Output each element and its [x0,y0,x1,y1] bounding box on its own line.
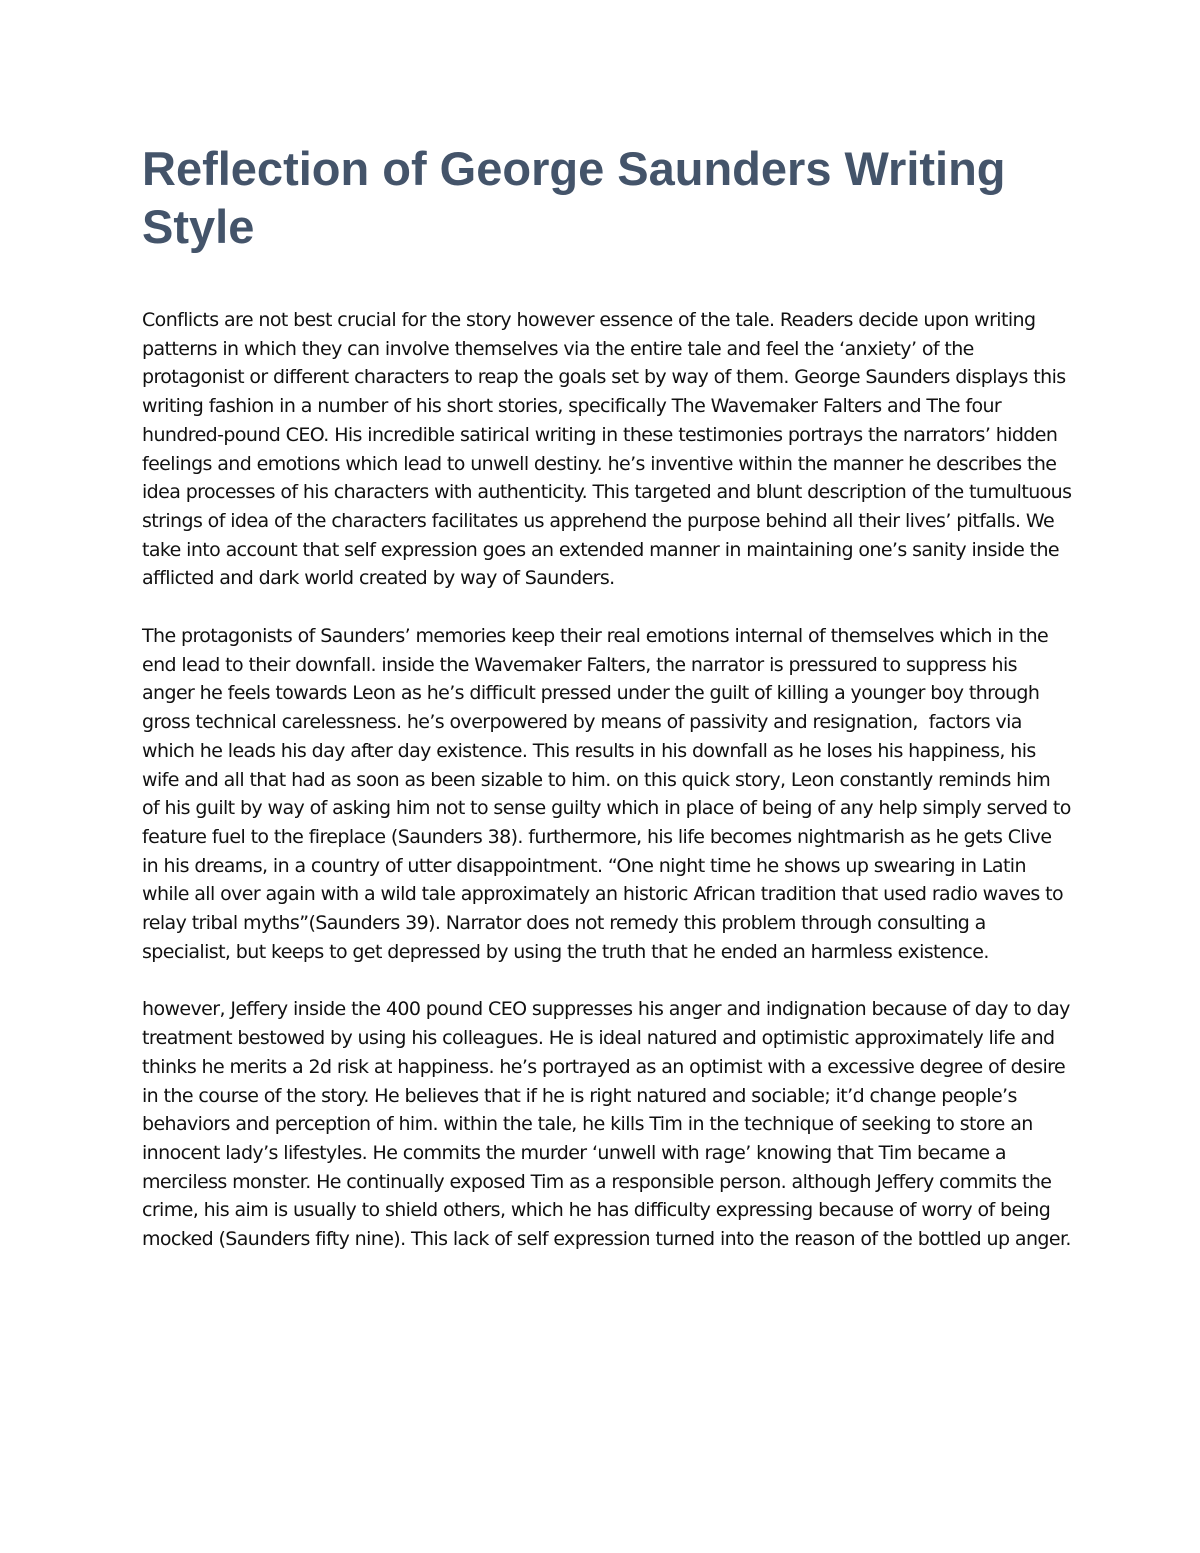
paragraph-2: The protagonists of Saunders’ memories keep their real emotions internal of themselves which in the end lead to their downfall. inside the Wavemaker Falters, the narrator is pressured to suppress his anger he feels towards Leon as he’s difficult pressed under the guilt of killing a younger boy through gross technical carelessness. he’s overpowered by means of passivity and resignation, factors via which he leads his day after day existence. This results in his downfall as he loses his happiness, his wife and all that had as soon as been sizable to him. on this quick story, Leon constantly reminds him of his guilt by way of asking him not to sense guilty which in place of being of any help simply served to feature fuel to the fireplace (Saunders 38). furthermore, his life becomes nightmarish as he gets Clive in his dreams, in a country of utter disappointment. “One night time he shows up swearing in Latin while all over again with a wild tale approximately an historic African tradition that used radio waves to relay tribal myths”(Saunders 39). Narrator does not remedy this problem through consulting a specialist, but keeps to get depressed by using the truth that he ended an harmless existence. [142,625,1077,963]
document-content [142,140,1077,1283]
paragraph-1: Conflicts are not best crucial for the story however essence of the tale. Readers decide upon writing patterns in which they can involve themselves via the entire tale and feel the ‘anxiety’ of the protagonist or different characters to reap the goals set by way of them. George Saunders displays this writing fashion in a number of his short stories, specifically The Wavemaker Falters and The four hundred-pound CEO. His incredible satirical writing in these testimonies portrays the narrators’ hidden feelings and emotions which lead to unwell destiny. he’s inventive within the manner he describes the idea processes of his characters with authenticity. This targeted and blunt description of the tumultuous strings of idea of the characters facilitates us apprehend the purpose behind all their lives’ pitfalls. We take into account that self expression goes an extended manner in maintaining one’s sanity inside the afflicted and dark world created by way of Saunders. [142,309,1077,590]
document-title: Reflection of George Saunders Writing Style [142,142,1006,253]
paragraph-3: however, Jeffery inside the 400 pound CEO suppresses his anger and indignation because of day to day treatment bestowed by using his colleagues. He is ideal natured and optimistic approximately life and thinks he merits a 2d risk at happiness. he’s portrayed as an optimist with a excessive degree of desire in the course of the story. He believes that if he is right natured and sociable; it’d change people’s behaviors and perception of him. within the tale, he kills Tim in the technique of seeking to store an innocent lady’s lifestyles. He commits the murder ‘unwell with rage’ knowing that Tim became a merciless monster. He continually exposed Tim as a responsible person. although Jeffery commits the crime, his aim is usually to shield others, which he has difficulty expressing because of worry of being mocked (Saunders fifty nine). This lack of self expression turned into the reason of the bottled up anger. [142,998,1076,1251]
document-body [142,306,1077,1254]
